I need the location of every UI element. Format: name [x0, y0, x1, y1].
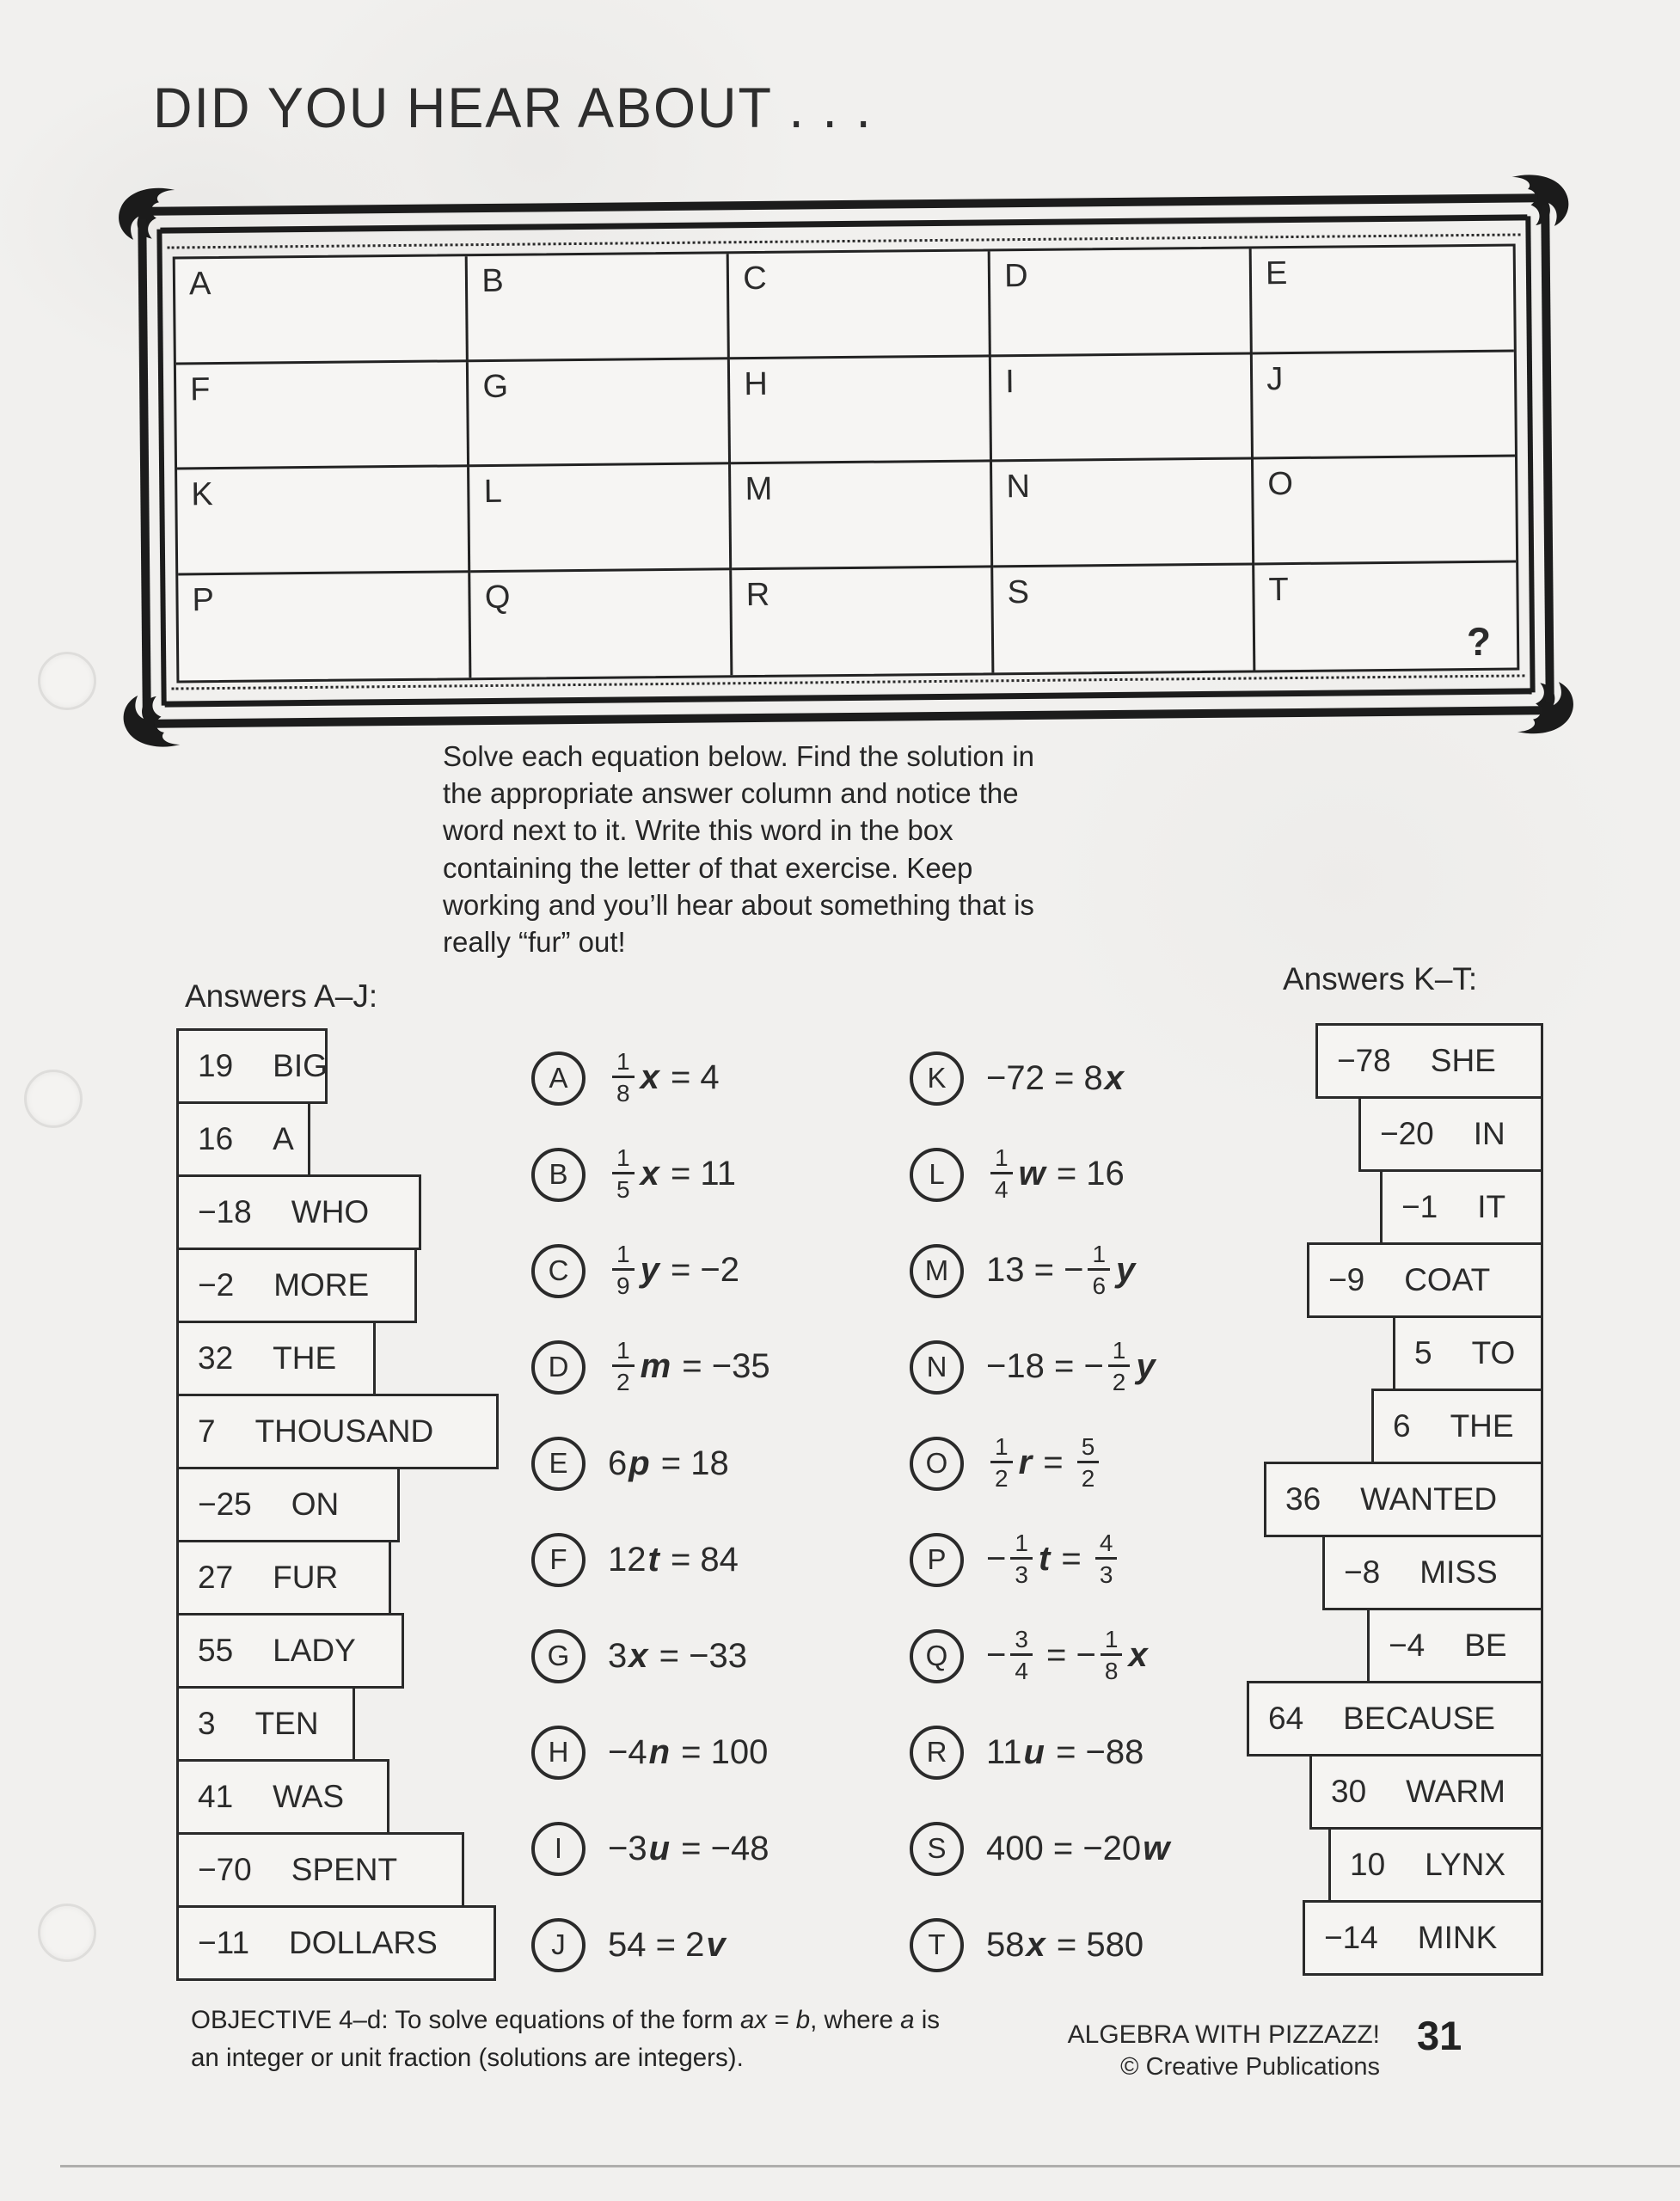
- grid-cell-letter: N: [1006, 468, 1031, 506]
- equation-variable: x: [1104, 1058, 1124, 1097]
- equation-variable: x: [1026, 1925, 1045, 1964]
- equation-variable: x: [640, 1155, 659, 1193]
- answer-value: −18: [198, 1194, 252, 1229]
- page-title: DID YOU HEAR ABOUT . . .: [153, 77, 873, 140]
- instructions: Solve each equation below. Find the solution in the appropriate answer column and notice the word next to it. Write this word in the box containing the letter of that exercise. Keep working and you’ll hear about something that is really “fur” out!: [443, 740, 1034, 959]
- footer-brand-block: [1015, 2019, 1380, 2082]
- equation-text: 58: [986, 1925, 1025, 1964]
- answer-value: −25: [198, 1487, 252, 1522]
- grid-cell-letter: R: [745, 576, 770, 613]
- fraction-numerator: 1: [1088, 1242, 1110, 1271]
- equation-text: =: [1052, 1540, 1091, 1579]
- grid-cell-C[interactable]: [729, 251, 991, 359]
- answer-word: THE: [1450, 1408, 1514, 1444]
- grid-cell-S[interactable]: [993, 565, 1255, 672]
- answer-word: THE: [273, 1340, 337, 1376]
- answer-word: WANTED: [1360, 1481, 1498, 1517]
- answers-aj-list: [176, 1028, 499, 1981]
- equation-variable: y: [1116, 1251, 1136, 1290]
- answer-box: [1328, 1827, 1543, 1903]
- brand: ALGEBRA WITH PIZZAZZ!: [1067, 2020, 1380, 2049]
- answer-value: 3: [198, 1706, 216, 1741]
- objective-segment: OBJECTIVE 4–d: To solve equations of the form: [191, 2006, 740, 2034]
- equation-text: 3: [608, 1636, 628, 1675]
- answer-box: [1358, 1096, 1543, 1172]
- fraction-denominator: 8: [1104, 1658, 1119, 1685]
- fraction: [1101, 1627, 1123, 1686]
- answer-box: [176, 1540, 391, 1615]
- equation-text: −3: [608, 1829, 647, 1867]
- frame-band: [156, 230, 166, 706]
- equation-H: [531, 1707, 770, 1797]
- answer-value: −4: [1389, 1628, 1426, 1663]
- equation-text: −: [986, 1540, 1007, 1579]
- fraction: [612, 1145, 635, 1205]
- fraction-numerator: 1: [612, 1338, 635, 1367]
- equation-text: = −2: [660, 1251, 740, 1290]
- answer-word: THOUSAND: [254, 1413, 434, 1449]
- equation-Q: [910, 1611, 1171, 1701]
- equation-variable: x: [628, 1636, 648, 1675]
- frame-corner-ornament-icon: [1509, 670, 1577, 738]
- equation-text: −: [986, 1636, 1007, 1675]
- equation-label: L: [910, 1148, 964, 1202]
- equation-variable: t: [647, 1540, 659, 1579]
- grid-cell-letter: D: [1003, 257, 1028, 295]
- answer-box: [1247, 1681, 1543, 1757]
- objective-segment: , where: [810, 2006, 901, 2034]
- fraction-denominator: 5: [616, 1176, 630, 1204]
- equation-variable: u: [648, 1829, 671, 1867]
- fraction-numerator: 4: [1095, 1530, 1118, 1560]
- equation-text: = −35: [672, 1347, 770, 1386]
- fraction-numerator: 1: [1101, 1627, 1123, 1656]
- equation-variable: w: [1143, 1829, 1170, 1867]
- answer-word: IN: [1473, 1116, 1505, 1151]
- answer-box: [176, 1467, 400, 1542]
- equation-text: = 4: [660, 1058, 720, 1097]
- answer-box: [176, 1759, 389, 1835]
- equation-text: −18 = −: [986, 1347, 1104, 1386]
- equation-S: [910, 1804, 1171, 1893]
- grid-cell-letter: F: [189, 371, 211, 408]
- answer-value: −14: [1324, 1920, 1378, 1955]
- equation-label: J: [531, 1918, 586, 1972]
- equation-variable: x: [1128, 1636, 1148, 1675]
- grid-cell-K[interactable]: [177, 467, 471, 575]
- answer-word: DOLLARS: [289, 1925, 438, 1960]
- equation-variable: x: [640, 1058, 659, 1097]
- answer-word: SHE: [1430, 1043, 1496, 1078]
- grid-cell-letter: G: [482, 368, 509, 405]
- answer-value: 41: [198, 1779, 234, 1814]
- equation-I: [531, 1804, 770, 1893]
- frame-band: [1541, 205, 1554, 702]
- equation-G: [531, 1611, 770, 1701]
- fraction: [990, 1145, 1013, 1205]
- grid-cell-letter: T: [1268, 571, 1289, 608]
- equation-text: 6: [608, 1444, 628, 1482]
- answer-word: BECAUSE: [1343, 1701, 1495, 1736]
- answer-value: 64: [1268, 1701, 1304, 1736]
- answer-value: −8: [1344, 1554, 1381, 1590]
- fraction-numerator: 1: [612, 1049, 635, 1078]
- equation-variable: n: [648, 1732, 671, 1771]
- equation-text: = 16: [1046, 1155, 1125, 1193]
- grid-cell-D[interactable]: [990, 248, 1253, 356]
- equation-variable: p: [628, 1444, 650, 1482]
- frame-corner-ornament-icon: [1505, 171, 1573, 239]
- answer-word: WAS: [273, 1779, 345, 1814]
- fraction-numerator: 5: [1077, 1434, 1100, 1463]
- grid-cell-letter: P: [192, 581, 215, 618]
- equation-label: T: [910, 1918, 964, 1972]
- grid-cell-L[interactable]: [469, 464, 732, 572]
- fraction-denominator: 8: [616, 1080, 630, 1107]
- objective-segment: a: [900, 2006, 915, 2034]
- answer-value: 6: [1393, 1408, 1411, 1444]
- answer-word: IT: [1477, 1189, 1506, 1224]
- grid-cell-letter: E: [1265, 255, 1288, 292]
- grid-cell-letter: L: [483, 473, 503, 511]
- equation-text: 12: [608, 1540, 647, 1579]
- equation-T: [910, 1900, 1171, 1989]
- answer-word: ON: [291, 1487, 340, 1522]
- equation-O: [910, 1419, 1171, 1508]
- answer-box: [1264, 1462, 1543, 1537]
- answer-value: −78: [1337, 1043, 1391, 1078]
- equation-label: G: [531, 1629, 586, 1683]
- fraction-denominator: 2: [995, 1465, 1009, 1493]
- question-mark: ?: [1466, 618, 1492, 665]
- answer-box: [176, 1686, 355, 1762]
- answer-word: MISS: [1419, 1554, 1498, 1590]
- equation-label: K: [910, 1051, 964, 1106]
- equation-text: 54 = 2: [608, 1925, 705, 1964]
- answer-word: BIG: [273, 1048, 328, 1083]
- fraction-numerator: 1: [990, 1434, 1013, 1463]
- fraction-denominator: 4: [1015, 1658, 1028, 1685]
- answer-value: −11: [198, 1925, 250, 1960]
- fraction-denominator: 4: [995, 1176, 1009, 1204]
- fraction: [612, 1049, 635, 1108]
- equation-text: = 18: [651, 1444, 729, 1482]
- answer-box: [176, 1321, 376, 1396]
- equation-label: M: [910, 1244, 964, 1298]
- equation-label: C: [531, 1244, 586, 1298]
- answer-value: −2: [198, 1267, 235, 1303]
- equation-text: 400 = −20: [986, 1829, 1142, 1867]
- fraction-numerator: 1: [990, 1145, 1013, 1174]
- answer-word: MINK: [1417, 1920, 1498, 1955]
- equation-C: [531, 1226, 770, 1315]
- answers-kt-list: [1247, 1023, 1543, 1976]
- equation-label: N: [910, 1340, 964, 1395]
- answer-value: 10: [1350, 1847, 1386, 1882]
- answer-value: 5: [1414, 1335, 1432, 1370]
- answer-value: 32: [198, 1340, 234, 1376]
- fraction: [612, 1242, 635, 1301]
- answer-box: [1315, 1023, 1543, 1099]
- grid-cell-letter: A: [188, 266, 212, 303]
- answer-value: 30: [1331, 1774, 1367, 1809]
- answer-box: [176, 1394, 499, 1469]
- fraction-denominator: 9: [616, 1272, 630, 1300]
- equation-variable: r: [1018, 1444, 1033, 1482]
- fraction-numerator: 1: [612, 1145, 635, 1174]
- fraction: [1010, 1530, 1033, 1590]
- fraction: [1095, 1530, 1118, 1590]
- equation-label: P: [910, 1533, 964, 1587]
- frame-band: [138, 219, 151, 716]
- answer-box: [1307, 1242, 1543, 1318]
- equation-variable: w: [1018, 1155, 1045, 1193]
- equation-text: = −33: [649, 1636, 747, 1675]
- equation-label: R: [910, 1726, 964, 1780]
- equation-label: O: [910, 1437, 964, 1491]
- equation-variable: t: [1038, 1540, 1051, 1579]
- grid-cell-letter: J: [1266, 360, 1284, 397]
- punch-hole: [24, 1070, 83, 1128]
- equation-M: [910, 1226, 1171, 1315]
- answer-box: [176, 1613, 404, 1689]
- answer-word: MORE: [273, 1267, 370, 1303]
- equation-label: F: [531, 1533, 586, 1587]
- answer-box: [1393, 1315, 1543, 1391]
- fraction: [1010, 1627, 1033, 1686]
- answer-value: 7: [198, 1413, 216, 1449]
- equation-J: [531, 1900, 770, 1989]
- fraction-numerator: 1: [1108, 1338, 1131, 1367]
- equation-text: = 100: [671, 1732, 769, 1771]
- answer-box: [1303, 1900, 1543, 1976]
- equation-text: = 580: [1046, 1925, 1144, 1964]
- equation-variable: y: [640, 1251, 659, 1290]
- answer-value: 19: [198, 1048, 234, 1083]
- objective-segment: ax = b: [739, 2006, 811, 2034]
- answer-value: 55: [198, 1633, 234, 1668]
- answer-word: COAT: [1404, 1262, 1491, 1297]
- answer-box: [176, 1905, 496, 1981]
- equation-text: = 84: [660, 1540, 739, 1579]
- answer-box: [1371, 1389, 1543, 1464]
- grid-cell-H[interactable]: [730, 357, 992, 464]
- frame-band: [160, 214, 1527, 233]
- answer-word: TEN: [254, 1706, 319, 1741]
- grid-cell-letter: K: [191, 476, 213, 513]
- answer-value: 36: [1285, 1481, 1321, 1517]
- answer-value: 16: [198, 1121, 234, 1156]
- fraction-denominator: 2: [1112, 1369, 1126, 1396]
- equation-label: E: [531, 1437, 586, 1491]
- equation-E: [531, 1419, 770, 1508]
- letter-grid: [173, 244, 1520, 684]
- answer-box: [176, 1832, 464, 1908]
- equation-label: B: [531, 1148, 586, 1202]
- equation-B: [531, 1130, 770, 1219]
- answer-value: −20: [1380, 1116, 1434, 1151]
- frame-band: [1525, 216, 1535, 692]
- equations-kt: [910, 1033, 1171, 1989]
- answer-box: [1322, 1535, 1543, 1610]
- answer-box: [176, 1101, 310, 1177]
- answer-value: −9: [1328, 1262, 1365, 1297]
- fraction: [1108, 1338, 1131, 1397]
- answer-word: LYNX: [1425, 1847, 1506, 1882]
- equation-text: = −: [1036, 1636, 1096, 1675]
- equation-variable: v: [706, 1925, 726, 1964]
- answer-word: TO: [1471, 1335, 1516, 1370]
- punch-hole: [38, 652, 96, 710]
- answer-word: WHO: [291, 1194, 370, 1229]
- fraction: [990, 1434, 1013, 1493]
- answer-word: SPENT: [291, 1852, 398, 1887]
- answer-box: [176, 1028, 328, 1104]
- answer-word: LADY: [273, 1633, 356, 1668]
- equation-label: D: [531, 1340, 586, 1395]
- punch-hole: [38, 1904, 96, 1962]
- answers-kt-heading: Answers K–T:: [1283, 961, 1478, 996]
- equation-text: =: [1033, 1444, 1073, 1482]
- equation-L: [910, 1130, 1171, 1219]
- equation-K: [910, 1033, 1171, 1123]
- equation-text: = 11: [660, 1155, 736, 1193]
- grid-cell-N[interactable]: [992, 459, 1254, 567]
- equation-D: [531, 1322, 770, 1412]
- grid-cell-T[interactable]: [1254, 562, 1517, 670]
- answer-value: −1: [1401, 1189, 1438, 1224]
- grid-cell-letter: C: [743, 260, 767, 297]
- fraction-denominator: 2: [1081, 1465, 1095, 1493]
- frame-band: [165, 688, 1532, 707]
- equation-label: A: [531, 1051, 586, 1106]
- fraction-denominator: 2: [616, 1369, 630, 1396]
- equation-A: [531, 1033, 770, 1123]
- fraction-numerator: 1: [1010, 1530, 1033, 1560]
- equation-text: 13 = −: [986, 1251, 1084, 1290]
- equation-R: [910, 1707, 1171, 1797]
- grid-cell-G[interactable]: [469, 359, 731, 467]
- equation-text: = −88: [1045, 1732, 1144, 1771]
- fraction: [1088, 1242, 1110, 1301]
- grid-cell-B[interactable]: [468, 254, 730, 361]
- grid-cell-F[interactable]: [176, 362, 470, 470]
- grid-cell-R[interactable]: [732, 567, 994, 675]
- grid-cell-J[interactable]: [1253, 352, 1515, 459]
- equation-label: I: [531, 1822, 586, 1876]
- frame-corner-ornament-icon: [120, 683, 187, 751]
- grid-cell-letter: I: [1005, 363, 1015, 400]
- grid-cell-E[interactable]: [1252, 247, 1514, 354]
- answer-word: BE: [1464, 1628, 1507, 1663]
- answers-aj-heading: Answers A–J:: [185, 978, 378, 1014]
- fraction: [1077, 1434, 1100, 1493]
- decorative-frame: [138, 193, 1554, 728]
- page-number: 31: [1417, 2013, 1462, 2058]
- objective-text: [191, 2002, 969, 2078]
- fraction: [612, 1338, 635, 1397]
- equation-N: [910, 1322, 1171, 1412]
- grid-cell-P[interactable]: [178, 573, 472, 681]
- fraction-numerator: 3: [1010, 1627, 1033, 1656]
- equation-P: [910, 1515, 1171, 1604]
- answer-word: FUR: [273, 1560, 339, 1595]
- answer-word: WARM: [1406, 1774, 1505, 1809]
- equation-text: −4: [608, 1732, 647, 1771]
- equation-F: [531, 1515, 770, 1604]
- copyright: © Creative Publications: [1120, 2052, 1380, 2081]
- scan-edge-line: [60, 2165, 1680, 2167]
- grid-cell-A[interactable]: [175, 256, 469, 365]
- equation-text: −72 = 8: [986, 1058, 1103, 1097]
- answer-box: [176, 1174, 421, 1250]
- answer-value: 27: [198, 1560, 234, 1595]
- grid-cell-Q[interactable]: [471, 570, 733, 677]
- answer-box: [1380, 1169, 1543, 1245]
- equation-label: S: [910, 1822, 964, 1876]
- equation-text: 11: [986, 1732, 1022, 1771]
- answer-box: [1309, 1754, 1543, 1830]
- grid-cell-letter: M: [745, 470, 773, 508]
- equation-variable: y: [1136, 1347, 1156, 1386]
- equation-text: = −48: [671, 1829, 769, 1867]
- equation-variable: u: [1023, 1732, 1045, 1771]
- equations-aj: [531, 1033, 770, 1989]
- fraction-denominator: 3: [1015, 1561, 1028, 1589]
- grid-cell-letter: O: [1267, 466, 1294, 503]
- grid-cell-I[interactable]: [991, 354, 1254, 462]
- grid-cell-M[interactable]: [731, 462, 993, 569]
- fraction-denominator: 3: [1099, 1561, 1113, 1589]
- equation-label: Q: [910, 1629, 964, 1683]
- equation-variable: m: [640, 1347, 671, 1386]
- answer-box: [176, 1248, 417, 1323]
- grid-cell-O[interactable]: [1254, 457, 1516, 565]
- fraction-denominator: 6: [1092, 1272, 1107, 1300]
- answer-box: [1367, 1608, 1543, 1683]
- equation-label: H: [531, 1726, 586, 1780]
- frame-band: [150, 193, 1537, 215]
- answer-word: A: [273, 1121, 294, 1156]
- grid-cell-letter: S: [1007, 573, 1030, 610]
- grid-cell-letter: B: [481, 262, 504, 300]
- answer-value: −70: [198, 1852, 252, 1887]
- grid-cell-letter: H: [744, 365, 769, 402]
- objective-segment: is an integer or unit fraction (solutions are integers).: [191, 2006, 940, 2073]
- frame-corner-ornament-icon: [115, 184, 183, 252]
- fraction-numerator: 1: [612, 1242, 635, 1271]
- frame-band: [155, 706, 1542, 727]
- grid-cell-letter: Q: [484, 579, 511, 616]
